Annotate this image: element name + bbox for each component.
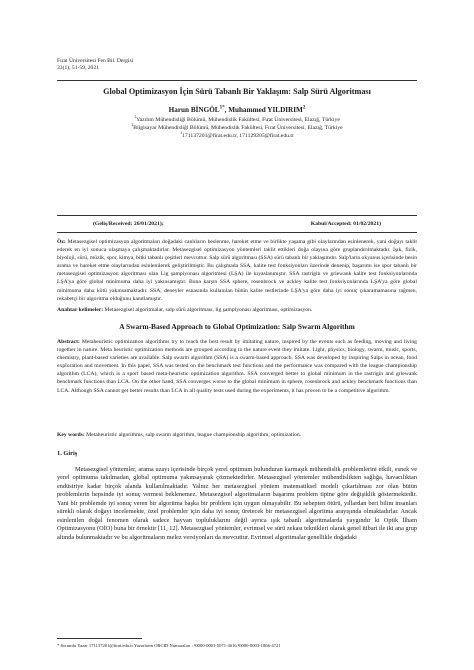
affiliation-1-sup: 1 <box>134 114 137 120</box>
dates-bottom-rule <box>57 232 417 233</box>
journal-header <box>57 58 133 73</box>
article-title-en: A Swarm-Based Approach to Global Optimization: Salp Swarm Algorithm <box>119 322 355 331</box>
affiliation-2-sup: 2 <box>131 122 134 128</box>
keywords-en-text: Metaheuristic algorithms, salp swarm algorithm, league championship algorithm, optimization. <box>86 432 302 438</box>
article-title-tr: Global Optimizasyon İçin Sürü Tabanlı Bir Yaklaşım: Salp Sürü Algoritması <box>103 87 371 96</box>
header-rule <box>57 80 417 81</box>
keywords-tr <box>57 306 417 314</box>
keywords-tr-text: Metasezgisel algoritmalar, salp sürü algoritması, lig şampiyonası algoritması, optimizasyon. <box>104 307 313 313</box>
accepted-date: Kabul/Accepted: 01/02/2021) <box>310 221 381 227</box>
journal-name: Fırat Üniversitesi Fen Bil. Dergisi <box>57 58 134 64</box>
abstract-en <box>57 338 417 395</box>
keywords-en-label: Key words: <box>57 432 85 438</box>
received-date: (Geliş/Received: 26/01/2021); <box>93 221 164 227</box>
author-2-sup: 2 <box>302 105 306 111</box>
author-emails: $^1$171137201@firat.edu.tr, 171129205@firat.edu.tr <box>180 130 294 139</box>
body-paragraph: Metasezgisel yöntemler, arama uzayı içerisinde birçok yerel optimum bulunduran karmaşık mühendislik problemlerini etkili, esnek ve yerel optimuma takılmadan, global optimuma yakınsayarak çözmektedirler. Metasezgisel yöntemler mühendislikten sağlığa, havacılıktan endüstriye kadar birçok alanda kullanılmaktadır. Yalnız her metasezgisel yöntem matematiksel modeli çıkartılması zor olan bütün problemlerin hepsinde iyi sonuç vermesi beklenemez. Metasezgisel algoritmaların başarımı problem tipine göre değişiklik göstermektedir. Yani bir problemde iyi sonuç veren bir algoritma başka bir problem için uygun olmayabilir. Bu sebepten ötürü, yıllardan beri bilim insanları sürekli olarak doğayı incelemekte, özel problemler için daha iyi sonuç üretecek bir metasezgisel algoritma arayışında olmaktadırlar. Ancak esinlenilen doğal fenomen olarak sadece hayvan topluluklarını değil ayrıca ışık tabanlı algoritmalarda yaygındır ki Optik İlham Optimizasyonu (OİO) buna bir örnektir [11, 12]. Metasezgisel yöntemler, evrimsel ve sürü zekası teknikleri olarak genel itibari ile iki ana grup altında bulunmaktadır ve bu algoritmaların melez versiyonları da mevcuttur. Evrimsel algoritmalar genellikle doğadaki <box>57 466 417 541</box>
footnote-rule <box>57 638 142 639</box>
dates-top-rule <box>57 215 417 216</box>
affiliation-1: $^1$Yazılım Mühendisliği Bölümü, Mühendislik Fakültesi, Fırat Üniversitesi, Elazığ, Türkiye <box>134 114 340 123</box>
journal-volume: 33(1), 51-59, 2021 <box>57 65 99 72</box>
abstract-tr-text: Metasezgisel optimizasyon algoritmaları doğadaki canlıların beslenme, hareket etme ve birlikte yaşama gibi olaylarından esinlenerek, yani doğayı taklit ederek en iyi sonuca ulaşmaya çalışmaktadırlar. Metasezgisel optimizasyon yöntemleri taklit ettikleri doğa olayına göre gruplandırılmaktadır. Işık, fizik, biyoloji, sürü, müzik, spor, kimya, bitki tabanlı çeşitleri mevcuttur. Salp sürü algoritması (SSA) sürü tabanlı bir yaklaşımdır. Salp'ların okyanus içerisinde besin arama ve hareket etme olaylarından esinlenilerek geliştirilmiştir. Bu çalışmada SSA, kalite test fonksiyonları üzerinde denenip, başarımı ise spor tabanlı bir metasezgisel optimizasyon algoritması olan Lig şampiyonası algoritmesi (LŞA) ile kıyaslanmıştır. SSA rastrigin ve griewank kalite test fonksiyonlarında LŞA'ya göre global minimuma daha iyi yakınsamıştır. Buna karşın SSA sphere, rosenbrock ve ackley kalite test fonksiyonlarında LŞA'ya göre global minimuma daha kötü yakınsamaktadır. SSA, deneyler esnasında kullanılan bütün kalite testlerinde LŞA'ya göre daha iyi sonuç çıkaramamasına rağmen, rekabetçi bir algoritma olduğunu kanıtlamıştır. <box>57 239 418 302</box>
author-2: , Muhammed YILDIRIM <box>224 106 303 114</box>
authors <box>57 106 417 114</box>
emails-sup: 1 <box>180 130 183 136</box>
author-1-sup: 1* <box>219 105 225 111</box>
keywords-tr-label: Anahtar kelimeler: <box>57 307 104 313</box>
abstract-en-label: Abstract: <box>57 339 80 345</box>
keywords-en <box>57 431 417 439</box>
affiliation-2: $^2$Bilgisayar Mühendisliği Bölümü, Mühendislik Fakültesi, Fırat Üniversitesi, Elazığ, Türkiye <box>131 122 343 131</box>
section-heading: 1. Giriş <box>57 450 78 457</box>
footnote: * Sorumlu Yazar 171137201@firat.edu.tr Yazarların ORCID Numaraları : ¹0000-0001-5071-4616 ²0000-0003-1866-4721 <box>57 643 281 648</box>
abstract-en-text: Metaheuristic optimization algorithms try to reach the best result by imitating nature, inspired by the events such as feeding, moving and living together in nature. Meta heuristic optimization methods are grouped according to the nature event they imitate. Light, physics, biology, swarm, music, sports, chemistry, plant-based varieties are available. Salp swarm algorithm (SSA) is a swarm-based approach. SSA was developed by inspiring Salps in ocean, food exploration and movement. In this paper, SSA was tested on the benchmark test functions and the performance was compared with the league championship algorithm (LCA), which is a sport based meta-heuristic optimization algorithm. SSA converged better to global minimum in the rastrigin and griewank benchmark functions than LCA. On the other hand, SSA converges worse to the global minimum in sphere, rosenbrock and ackley benchmark functions than LCA. Although SSA cannot get better results than LCA in all quality tests used during the experiments, it has proven to be a competitive algorithm. <box>57 339 417 394</box>
abstract-tr-label: Öz: <box>57 239 66 245</box>
abstract-tr <box>57 238 417 303</box>
author-1: Harun BİNGÖL <box>168 106 220 114</box>
